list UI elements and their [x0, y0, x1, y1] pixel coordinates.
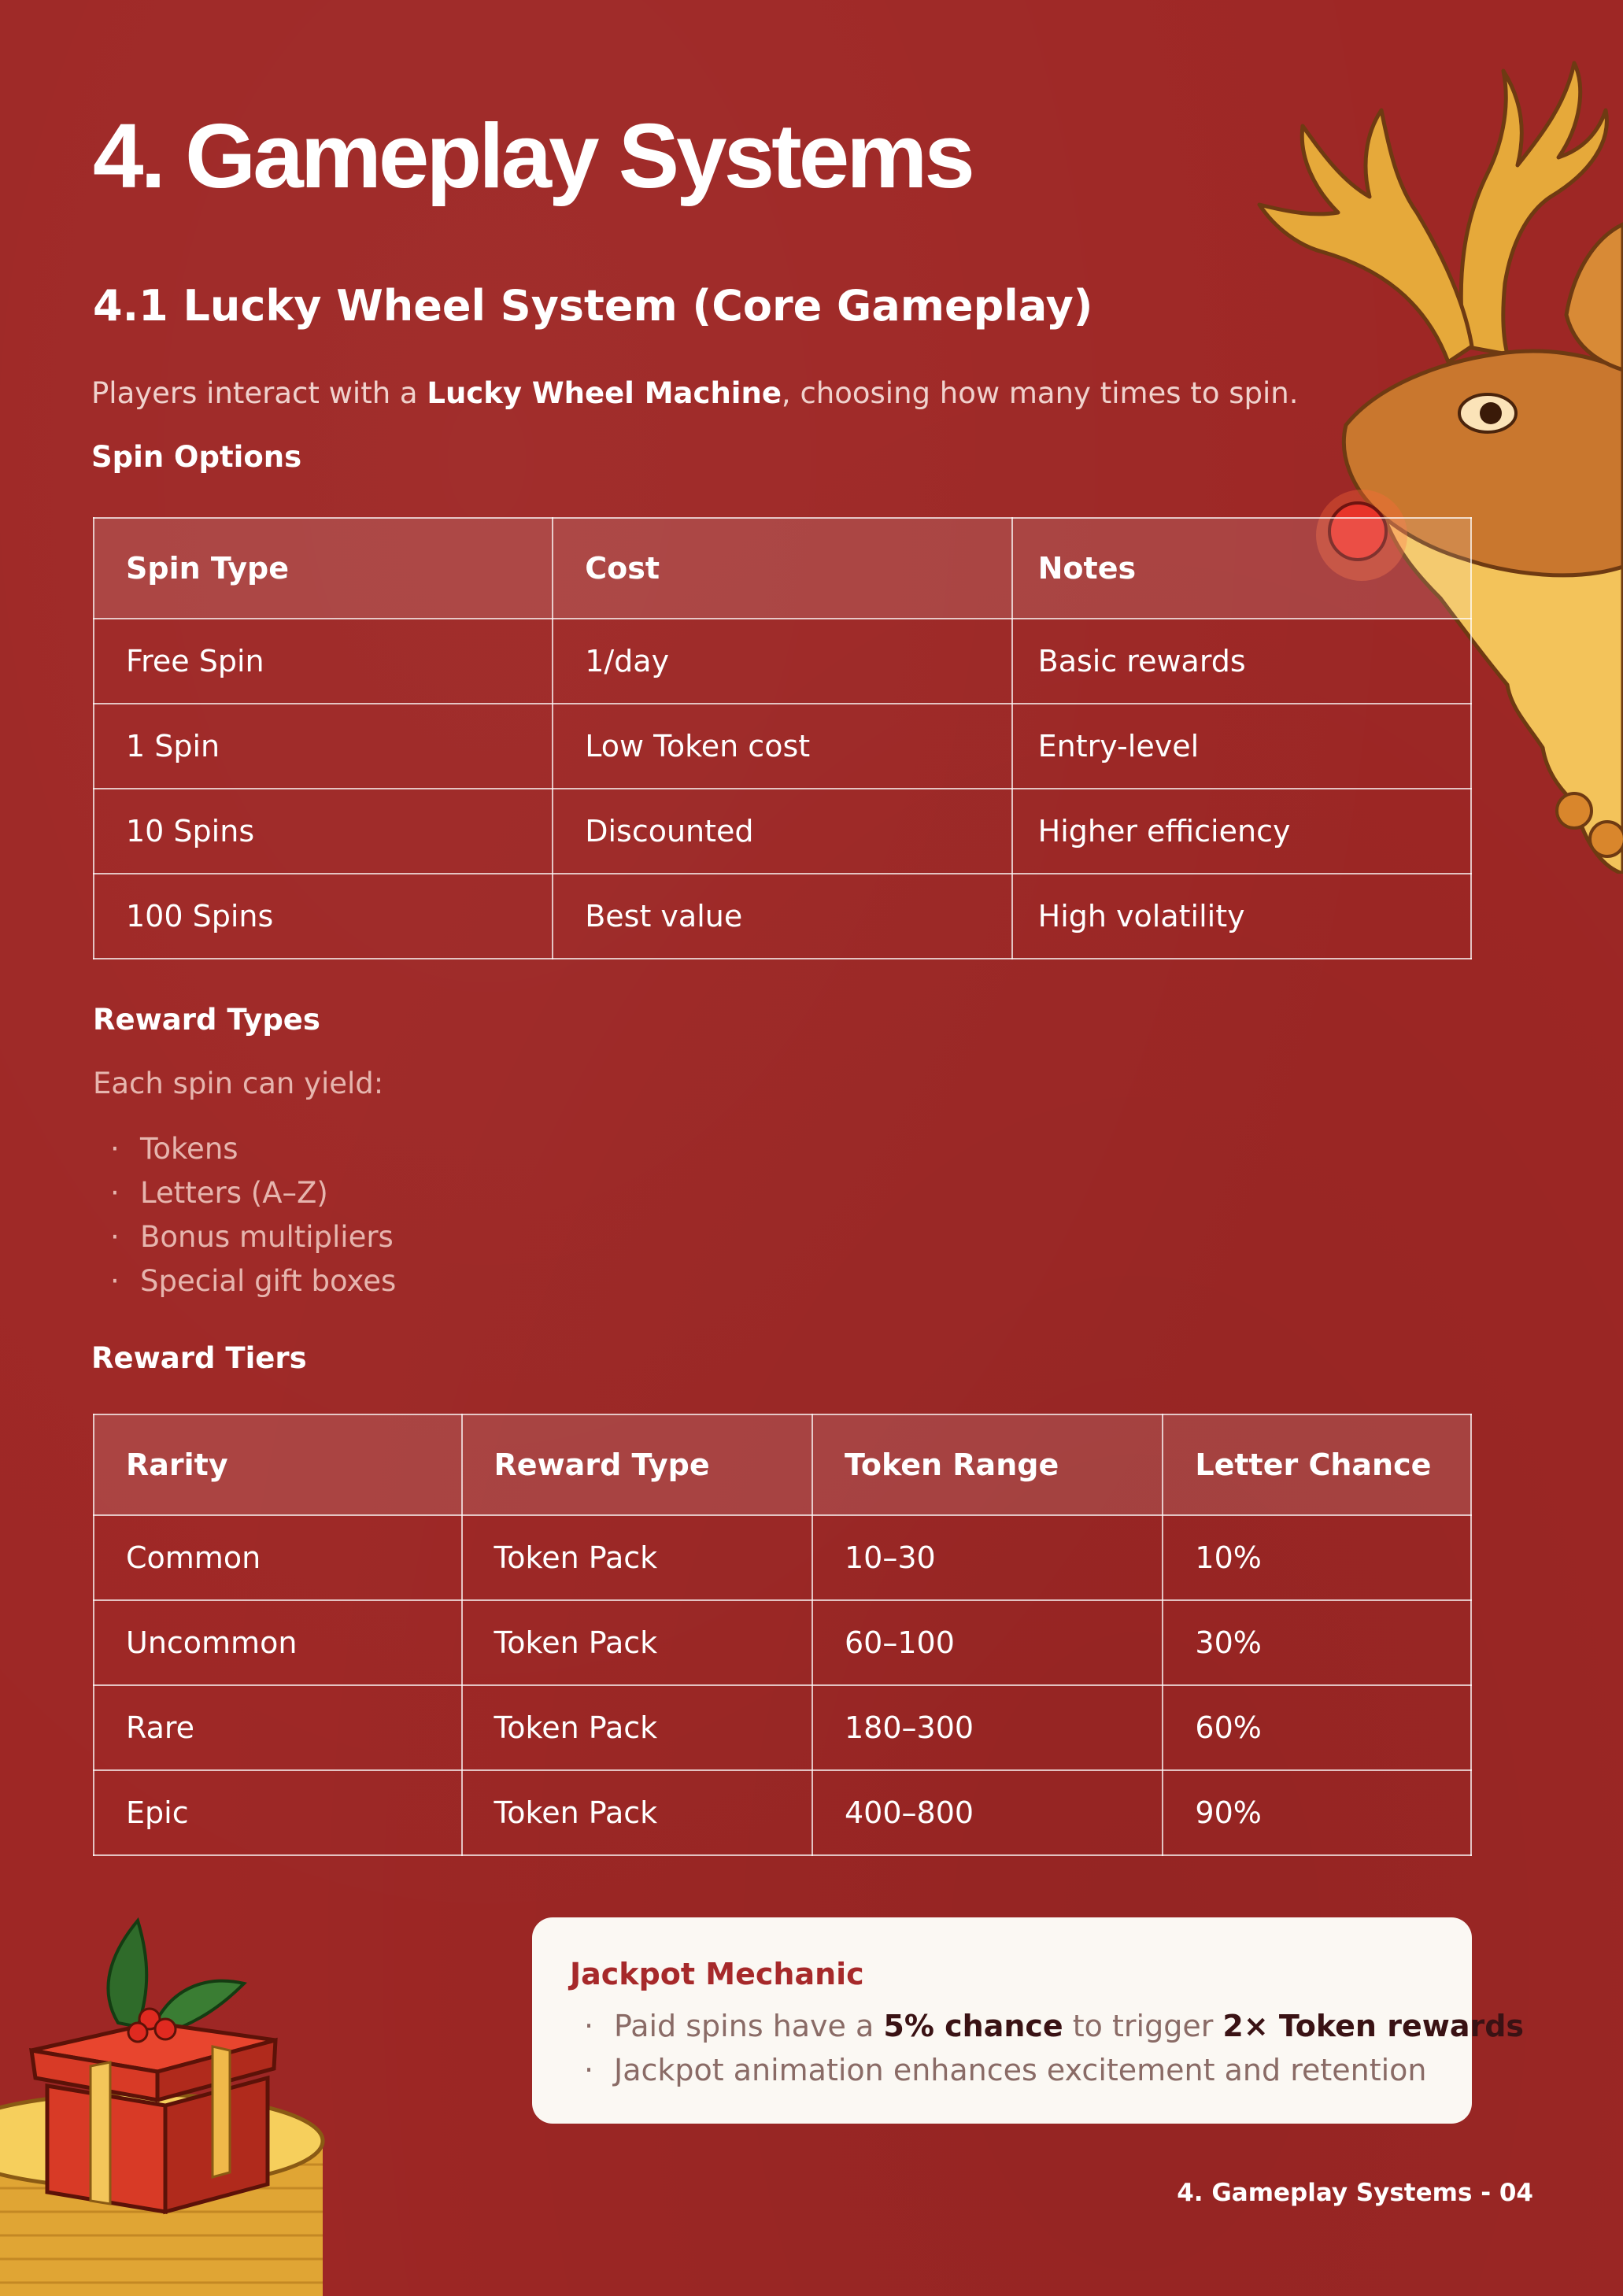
column-header: Spin Type [94, 518, 553, 619]
table-cell: Token Pack [462, 1515, 812, 1600]
column-header: Rarity [94, 1414, 462, 1515]
table-cell: Uncommon [94, 1600, 462, 1685]
list-item [584, 2004, 1524, 2048]
column-header: Reward Type [462, 1414, 812, 1515]
page-title: 4. Gameplay Systems [93, 105, 972, 207]
reward-tiers-table [93, 1414, 1472, 1856]
table-cell: 60–100 [812, 1600, 1163, 1685]
table-row [94, 1515, 1471, 1600]
list-item-text: Special gift boxes [140, 1264, 397, 1298]
bullet-icon: · [110, 1264, 120, 1298]
column-header: Letter Chance [1163, 1414, 1471, 1515]
table-cell: 400–800 [812, 1770, 1163, 1855]
jackpot-title: Jackpot Mechanic [570, 1957, 864, 1991]
jackpot-text: to trigger [1063, 2009, 1223, 2043]
table-cell: Token Pack [462, 1685, 812, 1770]
column-header: Notes [1012, 518, 1471, 619]
list-item [584, 2048, 1524, 2092]
table-cell: 90% [1163, 1770, 1471, 1855]
jackpot-text: Paid spins have a [614, 2009, 884, 2043]
list-item-text: Tokens [140, 1132, 238, 1166]
table-cell: Token Pack [462, 1770, 812, 1855]
column-header: Token Range [812, 1414, 1163, 1515]
list-item-text: Letters (A–Z) [140, 1176, 328, 1210]
table-cell: Rare [94, 1685, 462, 1770]
page-footer: 4. Gameplay Systems - 04 [1177, 2179, 1533, 2207]
table-cell: Low Token cost [553, 704, 1011, 789]
bullet-icon: · [584, 2009, 594, 2043]
column-header: Cost [553, 518, 1011, 619]
table-row [94, 1600, 1471, 1685]
table-cell: 1/day [553, 619, 1011, 704]
jackpot-list [584, 2004, 1524, 2092]
reward-types-heading: Reward Types [93, 1003, 320, 1037]
reward-tiers-heading: Reward Tiers [91, 1341, 307, 1375]
section-title: 4.1 Lucky Wheel System (Core Gameplay) [93, 281, 1093, 331]
table-cell: Epic [94, 1770, 462, 1855]
table-cell: 60% [1163, 1685, 1471, 1770]
table-cell: 30% [1163, 1600, 1471, 1685]
table-cell: 1 Spin [94, 704, 553, 789]
table-cell: Discounted [553, 789, 1011, 874]
table-cell: 180–300 [812, 1685, 1163, 1770]
list-item [110, 1215, 396, 1259]
list-item-text: Bonus multipliers [140, 1220, 394, 1254]
table-row [94, 874, 1471, 959]
intro-text-bold: Lucky Wheel Machine [427, 376, 782, 410]
intro-text-before: Players interact with a [91, 376, 427, 410]
table-cell: Free Spin [94, 619, 553, 704]
jackpot-text-bold: 2× Token rewards [1222, 2009, 1525, 2043]
bullet-icon: · [110, 1220, 120, 1254]
jackpot-text-bold: 5% chance [883, 2009, 1063, 2043]
gift-box-illustration [0, 1889, 331, 2296]
table-cell: Basic rewards [1012, 619, 1471, 704]
table-row [94, 789, 1471, 874]
table-cell: Token Pack [462, 1600, 812, 1685]
table-cell: Common [94, 1515, 462, 1600]
table-cell: Entry-level [1012, 704, 1471, 789]
bullet-icon: · [584, 2053, 594, 2087]
jackpot-text: Jackpot animation enhances excitement and retention [614, 2053, 1427, 2087]
table-cell: 10% [1163, 1515, 1471, 1600]
table-row [94, 619, 1471, 704]
table-row [94, 704, 1471, 789]
intro-text-after: , choosing how many times to spin. [781, 376, 1299, 410]
bullet-icon: · [110, 1176, 120, 1210]
list-item [110, 1259, 396, 1303]
table-header-row [94, 518, 1471, 619]
table-cell: 100 Spins [94, 874, 553, 959]
table-cell: Best value [553, 874, 1011, 959]
list-item [110, 1127, 396, 1171]
intro-paragraph [91, 376, 1299, 411]
spin-options-table [93, 517, 1472, 959]
table-row [94, 1770, 1471, 1855]
reward-types-list [110, 1127, 396, 1303]
list-item [110, 1171, 396, 1215]
spin-options-heading: Spin Options [91, 440, 302, 474]
table-header-row [94, 1414, 1471, 1515]
jackpot-callout [532, 1917, 1525, 2124]
bullet-icon: · [110, 1132, 120, 1166]
table-cell: High volatility [1012, 874, 1471, 959]
table-cell: Higher efficiency [1012, 789, 1471, 874]
reward-types-lead: Each spin can yield: [93, 1067, 384, 1100]
table-row [94, 1685, 1471, 1770]
table-cell: 10–30 [812, 1515, 1163, 1600]
table-cell: 10 Spins [94, 789, 553, 874]
